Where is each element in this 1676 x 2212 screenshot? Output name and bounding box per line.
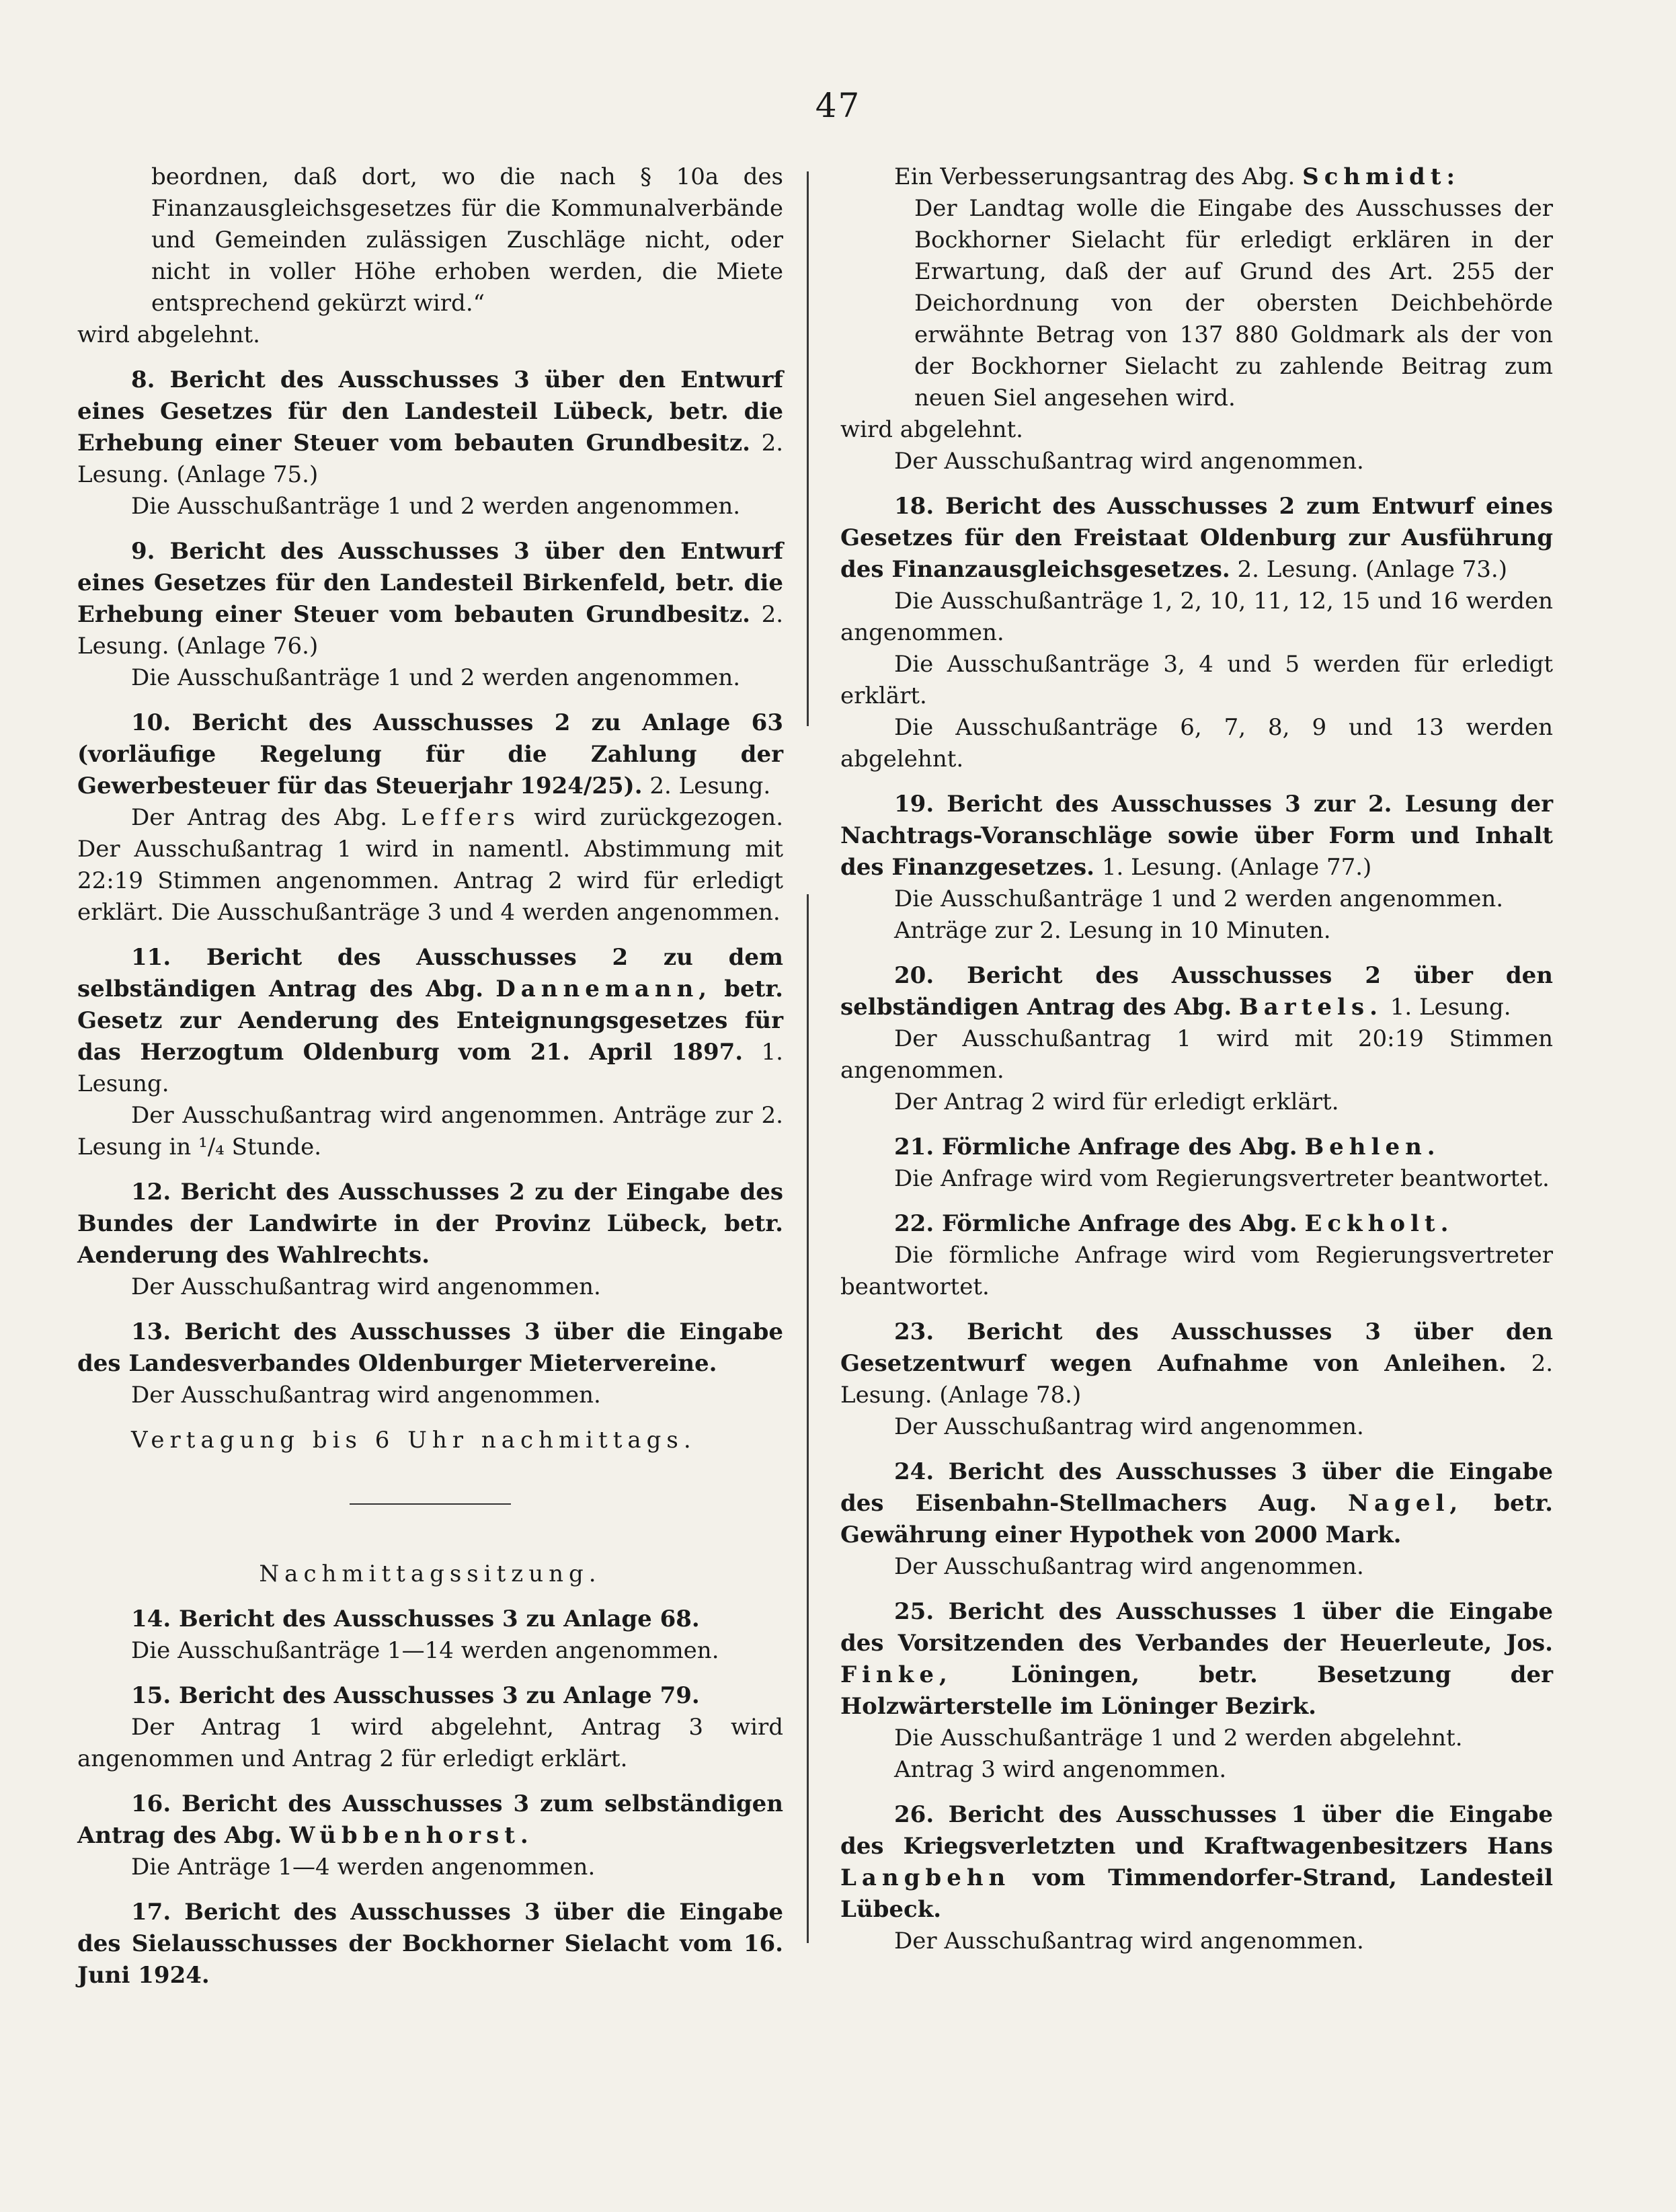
result-text: Der Ausschußantrag wird angenommen. [131, 1382, 601, 1409]
person-name: Dannemann, [495, 976, 713, 1002]
result-text: Der Ausschußantrag wird angenommen. [894, 1413, 1364, 1440]
page-number: 47 [815, 86, 861, 125]
item-heading: betr. Gewährung einer Hypothek von 2000 Mark. [840, 1490, 1553, 1548]
result-text: wird abgelehnt. [840, 416, 1023, 443]
agenda-item-25 [840, 1596, 1553, 1723]
agenda-item-8 [77, 364, 783, 491]
amendment-intro [840, 161, 1553, 193]
result-text: Die förmliche Anfrage wird vom Regierungsvertreter beantwortet. [840, 1242, 1553, 1300]
agenda-item-11 [77, 942, 783, 1100]
item-heading: 21. Förmliche Anfrage des Abg. [894, 1134, 1298, 1160]
item-note: 1. Lesung. (Anlage 77.) [1101, 854, 1372, 881]
result-text: Die Anfrage wird vom Regierungsvertreter beantwortet. [894, 1165, 1550, 1192]
item-note: 2. Lesung. [649, 773, 771, 799]
person-name: Langbehn [840, 1864, 1011, 1891]
result-text: Der Antrag 1 wird abgelehnt, Antrag 3 wird angenommen und Antrag 2 für erledigt erklärt. [77, 1714, 783, 1772]
result-text: Der Antrag 2 wird für erledigt erklärt. [894, 1089, 1339, 1115]
item-heading: 19. Bericht des Ausschusses 3 zur 2. Lesung der Nachtrags-Voranschläge sowie über Form und Inhalt des Finanzgesetzes. [840, 791, 1553, 881]
result-text: Der Ausschußantrag wird angenommen. Anträge zur 2. Lesung in ¹/₄ Stunde. [77, 1102, 783, 1160]
right-column [840, 161, 1553, 1957]
item-heading: 20. Bericht des Ausschusses 2 über den selbständigen Antrag des Abg. [840, 962, 1553, 1021]
item-heading: 25. Bericht des Ausschusses 1 über die Eingabe des Vorsitzenden des Verbandes der Heuerleute, Jos. [840, 1598, 1553, 1657]
item-note: 2. Lesung. (Anlage 73.) [1237, 556, 1507, 583]
item-heading: 9. Bericht des Ausschusses 3 über den Entwurf eines Gesetzes für den Landesteil Birkenfeld, betr. die Erhebung einer Steuer vom bebauten Grundbesitz. [77, 538, 783, 628]
agenda-item-13 [77, 1316, 783, 1380]
amendment-quote: Der Landtag wolle die Eingabe des Ausschusses der Bockhorner Sielacht für erledigt erklären in der Erwartung, daß der auf Grund des Art. 255 der Deichordnung von der obersten Deichbehörde erwähnte Betrag von 137 880 Goldmark als der von der Bockhorner Sielacht zu zahlende Beitrag zum neuen Siel angesehen wird. [914, 195, 1553, 411]
section-separator [350, 1503, 511, 1505]
agenda-item-23 [840, 1316, 1553, 1411]
item-heading: 14. Bericht des Ausschusses 3 zu Anlage 68. [131, 1606, 700, 1632]
column-divider-top [807, 171, 809, 726]
item-heading: 13. Bericht des Ausschusses 3 über die Eingabe des Landesverbandes Oldenburger Mietervereine. [77, 1318, 783, 1377]
quote-continuation: beordnen, daß dort, wo die nach § 10a des Finanzausgleichsgesetzes für die Kommunalverbände und Gemeinden zulässigen Zuschläge nicht, oder nicht in voller Höhe erhoben werden, die Miete entsprechend gekürzt wird.“ [151, 163, 783, 317]
person-name: Behlen. [1304, 1134, 1441, 1160]
result-text: Die Ausschußanträge 1—14 werden angenommen. [131, 1637, 719, 1664]
agenda-item-20 [840, 960, 1553, 1023]
item-note: 2. Lesung. (Anlage 78.) [840, 1350, 1554, 1409]
item-heading: 16. Bericht des Ausschusses 3 zum selbständigen Antrag des Abg. [77, 1790, 783, 1849]
agenda-item-10 [77, 707, 783, 802]
item-heading: betr. Gesetz zur Aenderung des Enteignungsgesetzes für das Herzogtum Oldenburg vom 21. April 1897. [77, 976, 784, 1066]
person-name: Leffers [401, 804, 521, 831]
item-heading: Löningen, betr. Besetzung der Holzwärterstelle im Löninger Bezirk. [840, 1661, 1554, 1720]
person-name: Schmidt: [1302, 163, 1461, 190]
item-heading: 10. Bericht des Ausschusses 2 zu Anlage 63 (vorläufige Regelung für die Zahlung der Gewerbesteuer für das Steuerjahr 1924/25). [77, 709, 783, 799]
agenda-item-26 [840, 1799, 1553, 1926]
left-column [77, 161, 783, 1991]
agenda-item-24 [840, 1456, 1553, 1551]
result-part: Der Antrag des Abg. [131, 804, 388, 831]
section-heading-afternoon: Nachmittagssitzung. [259, 1561, 602, 1587]
result-text: Die Ausschußanträge 6, 7, 8, 9 und 13 werden abgelehnt. [840, 714, 1553, 773]
result-text: Die Anträge 1—4 werden angenommen. [131, 1854, 596, 1881]
result-text: Die Ausschußanträge 1 und 2 werden angenommen. [894, 885, 1504, 912]
result-text: Die Ausschußanträge 1 und 2 werden angenommen. [131, 493, 741, 520]
item-heading: 12. Bericht des Ausschusses 2 zu der Eingabe des Bundes der Landwirte in der Provinz Lübeck, betr. Aenderung des Wahlrechts. [77, 1179, 783, 1269]
result-text: wird abgelehnt. [77, 321, 260, 348]
agenda-item-16 [77, 1788, 783, 1852]
item-heading: 11. Bericht des Ausschusses 2 zu dem selbständigen Antrag des Abg. [77, 944, 783, 1002]
agenda-item-18 [840, 491, 1553, 586]
item-note: 1. Lesung. [77, 1039, 783, 1097]
agenda-item-19 [840, 789, 1553, 883]
item-heading: 8. Bericht des Ausschusses 3 über den Entwurf eines Gesetzes für den Landesteil Lübeck, betr. die Erhebung einer Steuer vom bebauten Grundbesitz. [77, 366, 783, 457]
result-text: Der Ausschußantrag wird angenommen. [894, 1553, 1364, 1580]
item-heading: 18. Bericht des Ausschusses 2 zum Entwurf eines Gesetzes für den Freistaat Oldenburg zur Ausführung des Finanzausgleichsgesetzes. [840, 493, 1553, 583]
item-heading: 22. Förmliche Anfrage des Abg. [894, 1210, 1298, 1237]
column-divider-bottom [807, 894, 809, 1943]
person-name: Wübbenhorst. [289, 1822, 534, 1849]
agenda-item-22 [840, 1208, 1553, 1240]
result-text: Der Ausschußantrag 1 wird mit 20:19 Stimmen angenommen. [840, 1025, 1553, 1084]
result-text: Die Ausschußanträge 1 und 2 werden angenommen. [131, 664, 741, 691]
agenda-item-12 [77, 1177, 783, 1271]
amendment-text: Ein Verbesserungsantrag des Abg. [894, 163, 1295, 190]
item-heading: 15. Bericht des Ausschusses 3 zu Anlage 79. [131, 1682, 700, 1709]
result-text: Der Ausschußantrag wird angenommen. [131, 1273, 601, 1300]
result-text: Der Ausschußantrag wird angenommen. [894, 1928, 1364, 1954]
agenda-item-21 [840, 1132, 1553, 1163]
agenda-item-14 [77, 1604, 783, 1635]
agenda-item-17 [77, 1897, 783, 1991]
item-heading: 23. Bericht des Ausschusses 3 über den Gesetzentwurf wegen Aufnahme von Anleihen. [840, 1318, 1553, 1377]
item-heading: 17. Bericht des Ausschusses 3 über die Eingabe des Sielausschusses der Bockhorner Sielacht vom 16. Juni 1924. [77, 1899, 783, 1989]
person-name: Eckholt. [1304, 1210, 1454, 1237]
item-note: 2. Lesung. (Anlage 75.) [77, 430, 784, 488]
item-note: 2. Lesung. (Anlage 76.) [77, 601, 784, 660]
person-name: Nagel, [1347, 1490, 1464, 1517]
result-text: Anträge zur 2. Lesung in 10 Minuten. [894, 917, 1331, 944]
item-heading: 26. Bericht des Ausschusses 1 über die Eingabe des Kriegsverletzten und Kraftwagenbesitzers Hans [840, 1801, 1553, 1860]
result-text: Der Ausschußantrag wird angenommen. [894, 448, 1364, 475]
result-text: Antrag 3 wird angenommen. [894, 1756, 1227, 1783]
item-note: 1. Lesung. [1390, 994, 1511, 1021]
result-part: wird zurückgezogen. Der Ausschußantrag 1 wird in namentl. Abstimmung mit 22:19 Stimmen angenommen. Antrag 2 wird für erledigt erklärt. Die Ausschußanträge 3 und 4 werden angenommen. [77, 804, 783, 926]
result-text: Die Ausschußanträge 1, 2, 10, 11, 12, 15 und 16 werden angenommen. [840, 588, 1553, 646]
result-text [77, 802, 783, 929]
person-name: Finke, [840, 1661, 953, 1688]
item-heading: vom Timmendorfer-Strand, Landesteil Lübeck. [840, 1864, 1554, 1923]
result-text: Die Ausschußanträge 3, 4 und 5 werden für erledigt erklärt. [840, 651, 1553, 709]
agenda-item-15 [77, 1680, 783, 1712]
agenda-item-9 [77, 536, 783, 662]
item-heading: 24. Bericht des Ausschusses 3 über die Eingabe des Eisenbahn-Stellmachers Aug. [840, 1458, 1553, 1517]
result-text: Die Ausschußanträge 1 und 2 werden abgelehnt. [894, 1725, 1463, 1751]
adjournment-note: Vertagung bis 6 Uhr nachmittags. [131, 1427, 696, 1454]
person-name: Bartels. [1239, 994, 1383, 1021]
